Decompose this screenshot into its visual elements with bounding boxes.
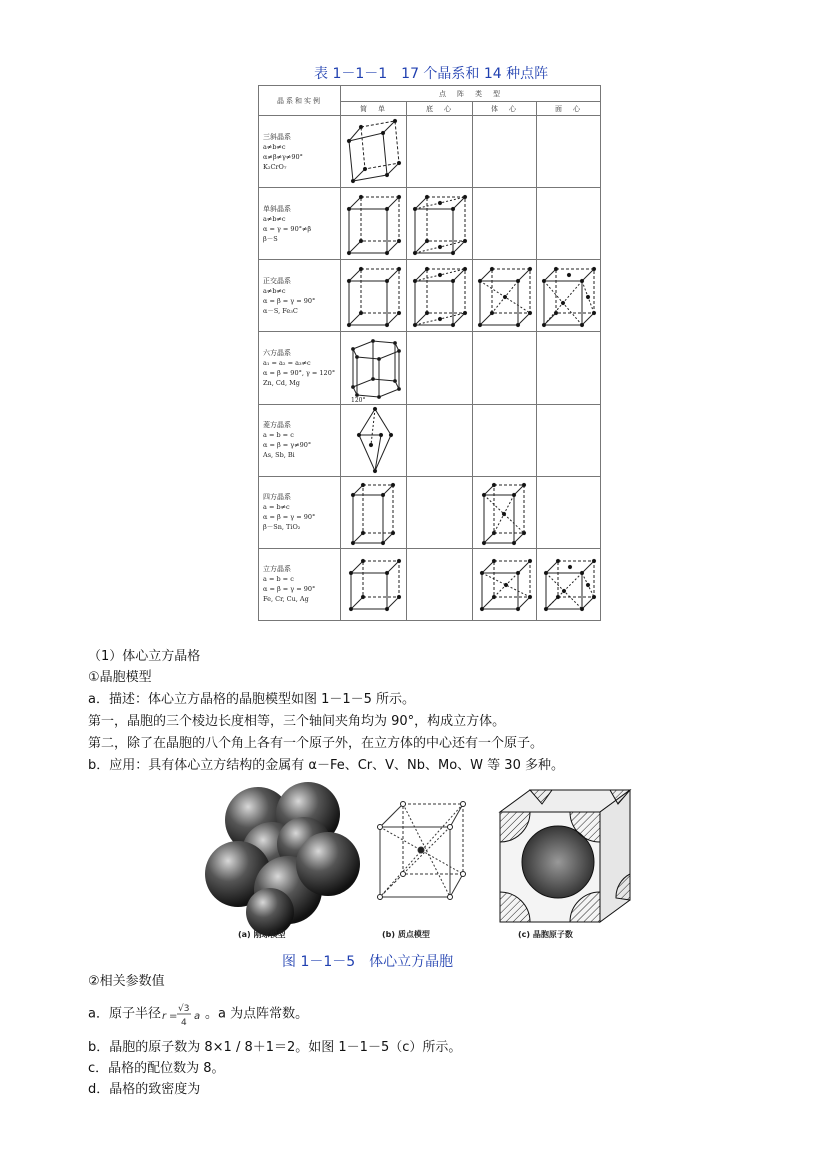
lattice-cell-face <box>537 548 601 620</box>
lattice-cell-face <box>537 260 601 332</box>
header-lattice: 点 阵 类 型 <box>341 86 601 102</box>
lattice-cell-simple <box>341 548 407 620</box>
paragraph-packing: d．晶格的致密度为 <box>88 1082 201 1097</box>
crystal-system-parameter: As, Sb, Bi <box>263 451 295 460</box>
lattice-diagram-body <box>474 549 536 619</box>
crystal-system-name: 菱方晶系 <box>263 421 291 430</box>
crystal-system-cell <box>259 476 341 548</box>
lattice-cell-body <box>473 116 537 188</box>
paragraph-coordination: c．晶格的配位数为 8。 <box>88 1061 225 1076</box>
lattice-diagram-base <box>409 261 471 331</box>
formula-r: r <box>161 1011 167 1022</box>
lattice-diagram-simple <box>343 405 405 475</box>
paragraph-application: b．应用：具有体心立方结构的金属有 α－Fe、Cr、V、Nb、Mo、W 等 30 多种。 <box>88 758 564 773</box>
crystal-system-cell <box>259 332 341 404</box>
crystal-system-parameter: a≠b≠c <box>263 142 286 151</box>
lattice-diagram-face <box>538 549 600 619</box>
crystal-system-parameter: α－S, Fe₃C <box>263 306 298 315</box>
crystal-system-name: 四方晶系 <box>263 493 291 502</box>
header-system: 晶系和实例 <box>259 86 341 116</box>
crystal-system-name: 立方晶系 <box>263 565 291 574</box>
lattice-diagram-base <box>409 189 471 259</box>
lattice-cell-body <box>473 260 537 332</box>
lattice-cell-base <box>407 260 473 332</box>
figure-caption: 图 1－1－5 体心立方晶胞 <box>282 954 454 970</box>
crystal-system-parameter: α≠β≠γ≠90° <box>263 152 303 161</box>
crystal-system-name: 正交晶系 <box>263 276 291 285</box>
crystal-system-parameter: a≠b≠c <box>263 286 286 295</box>
crystal-system-parameter: α = β = γ≠90° <box>263 441 312 450</box>
subsection-heading: ①晶胞模型 <box>88 670 152 685</box>
crystal-system-parameter: α = β = 90°, γ = 120° <box>263 368 336 377</box>
crystal-system-parameter: β－Sn, TiO₂ <box>263 523 301 532</box>
paragraph-first: 第一，晶胞的三个棱边长度相等，三个轴间夹角均为 90°，构成立方体。 <box>88 714 506 729</box>
lattice-cell-body <box>473 548 537 620</box>
radius-note: 。a 为点阵常数。 <box>204 1006 309 1022</box>
radius-formula <box>161 1000 205 1028</box>
lattice-cell-face <box>537 332 601 404</box>
section-heading: （1）体心立方晶格 <box>88 649 201 664</box>
figure-label-a: (a) 刚球模型 <box>238 930 286 939</box>
hex-angle-label: 120° <box>350 396 365 403</box>
table-row <box>259 332 601 404</box>
lattice-diagram-face <box>538 261 600 331</box>
unit-cell-atoms-model <box>500 790 630 922</box>
table-row <box>259 404 601 476</box>
crystal-system-parameter: a = b = c <box>263 431 294 440</box>
header-body: 体 心 <box>473 102 537 116</box>
formula-denominator: 4 <box>180 1018 187 1028</box>
crystal-system-cell <box>259 404 341 476</box>
crystal-system-parameter: a₁ = a₂ = a₃≠c <box>263 358 311 367</box>
crystal-system-parameter: a = b = c <box>263 575 294 584</box>
crystal-system-parameter: a = b≠c <box>263 503 290 512</box>
lattice-diagram-simple <box>343 117 405 187</box>
crystal-system-cell <box>259 548 341 620</box>
crystal-system-parameter: β－S <box>263 234 278 243</box>
paragraph-atomic-radius <box>88 1000 308 1028</box>
lattice-cell-base <box>407 548 473 620</box>
lattice-cell-body <box>473 332 537 404</box>
lattice-cell-simple <box>341 260 407 332</box>
header-simple: 简 单 <box>341 102 407 116</box>
lattice-diagram-simple <box>343 261 405 331</box>
table-row <box>259 548 601 620</box>
paragraph-second: 第二，除了在晶胞的八个角上各有一个原子外，在立方体的中心还有一个原子。 <box>88 736 544 751</box>
figure-label-b: (b) 质点模型 <box>382 930 430 939</box>
lattice-cell-face <box>537 476 601 548</box>
crystal-system-parameter: Zn, Cd, Mg <box>263 378 300 387</box>
figure-label-c: (c) 晶胞原子数 <box>518 930 573 939</box>
lattice-cell-body <box>473 404 537 476</box>
lattice-diagram-simple <box>343 189 405 259</box>
crystal-system-cell <box>259 188 341 260</box>
lattice-diagram-simple <box>343 477 405 547</box>
lattice-cell-simple <box>341 188 407 260</box>
bcc-figure <box>200 782 632 944</box>
lattice-diagram-simple <box>343 549 405 619</box>
lattice-cell-body <box>473 188 537 260</box>
lattice-cell-base <box>407 476 473 548</box>
table-row <box>259 476 601 548</box>
lattice-cell-face <box>537 116 601 188</box>
lattice-cell-base <box>407 116 473 188</box>
table-header-row <box>259 86 601 102</box>
table-caption: 表 1－1－1 17 个晶系和 14 种点阵 <box>314 66 549 82</box>
header-base: 底 心 <box>407 102 473 116</box>
table-row <box>259 188 601 260</box>
lattice-cell-face <box>537 188 601 260</box>
crystal-system-parameter: K₂CrO₇ <box>263 162 287 171</box>
formula-var: a <box>193 1011 201 1022</box>
crystal-system-cell <box>259 116 341 188</box>
paragraph-description: a．描述：体心立方晶格的晶胞模型如图 1－1－5 所示。 <box>88 692 416 707</box>
lattice-cell-base <box>407 188 473 260</box>
lattice-cell-simple <box>341 476 407 548</box>
paragraph-atoms-per-cell: b．晶胞的原子数为 8×1 / 8＋1＝2。如图 1－1－5（c）所示。 <box>88 1040 462 1055</box>
crystal-system-name: 三斜晶系 <box>263 132 291 141</box>
crystal-system-parameter: α = β = γ = 90° <box>263 296 316 305</box>
formula-numerator: √3 <box>177 1004 190 1014</box>
hard-sphere-model <box>205 782 360 936</box>
point-model <box>378 802 466 900</box>
radius-label: a．原子半径 <box>88 1006 161 1022</box>
table-row <box>259 260 601 332</box>
header-face: 面 心 <box>537 102 601 116</box>
lattice-table <box>258 85 601 621</box>
subsection-parameters: ②相关参数值 <box>88 974 165 989</box>
lattice-cell-simple <box>341 116 407 188</box>
lattice-diagram-body <box>474 261 536 331</box>
lattice-cell-base <box>407 404 473 476</box>
crystal-system-parameter: α = β = γ = 90° <box>263 585 316 594</box>
lattice-cell-simple <box>341 404 407 476</box>
table-row <box>259 116 601 188</box>
formula-eq: = <box>168 1011 178 1022</box>
crystal-system-cell <box>259 260 341 332</box>
lattice-cell-base <box>407 332 473 404</box>
lattice-diagram-body <box>474 477 536 547</box>
crystal-system-parameter: α = γ = 90°≠β <box>263 224 312 233</box>
lattice-cell-body <box>473 476 537 548</box>
crystal-system-parameter: α = β = γ = 90° <box>263 513 316 522</box>
crystal-system-parameter: Fe, Cr, Cu, Ag <box>263 595 309 604</box>
crystal-system-parameter: a≠b≠c <box>263 214 286 223</box>
crystal-system-name: 单斜晶系 <box>263 204 291 213</box>
lattice-cell-simple <box>341 332 407 404</box>
lattice-cell-face <box>537 404 601 476</box>
crystal-system-name: 六方晶系 <box>263 348 291 357</box>
lattice-diagram-simple <box>343 333 405 403</box>
